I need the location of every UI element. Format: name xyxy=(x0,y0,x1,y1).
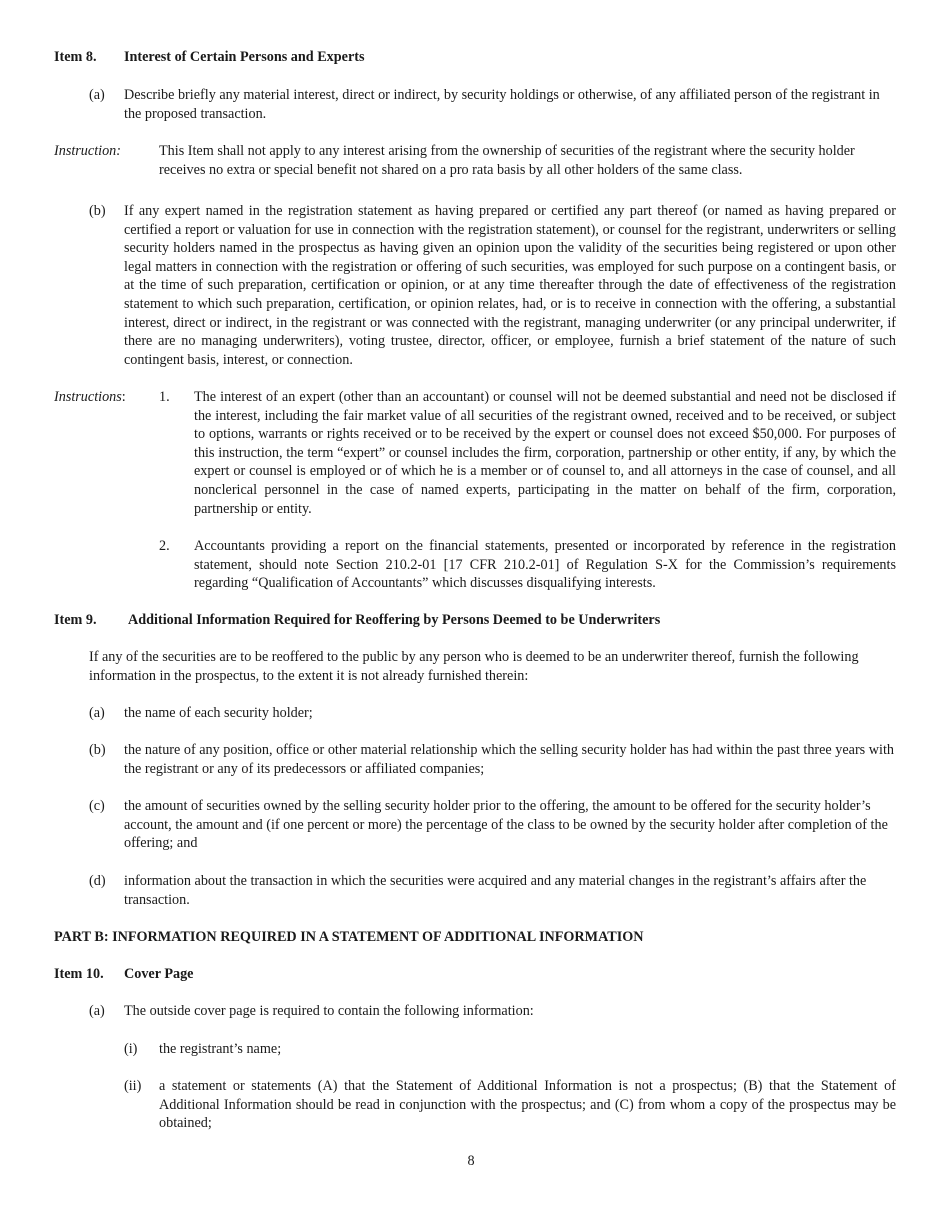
item9-b-label: (b) xyxy=(89,742,106,758)
item10-ii-label: (ii) xyxy=(124,1078,142,1094)
item9-d-text: information about the transaction in which the securities were acquired and any material changes in the registrant’s affairs after the transaction. xyxy=(124,873,867,908)
part-b-heading: PART B: INFORMATION REQUIRED IN A STATEMENT OF ADDITIONAL INFORMATION xyxy=(54,929,644,945)
item9-c-label: (c) xyxy=(89,798,105,814)
instruction-label: Instruction: xyxy=(54,143,121,159)
item9-a-label: (a) xyxy=(89,705,105,721)
item8-a-label: (a) xyxy=(89,87,105,103)
item8-a-text: Describe briefly any material interest, direct or indirect, by security holdings or otherwise, of any affiliated person of the registrant in the proposed transaction. xyxy=(124,87,880,122)
item9-title: Additional Information Required for Reoffering by Persons Deemed to be Underwriters xyxy=(128,612,661,628)
item10-number: Item 10. xyxy=(54,966,104,982)
item8-b-text: If any expert named in the registration statement as having prepared or certified any part thereof (or named as having prepared or certified a report or valuation for use in connection with the registration statement), or counsel for the registrant, underwriters or selling security holders named in the prospectus as having given an opinion upon the validity of the securities being registered or upon other legal matters in connection with the registration or offering of such securities, was employed for such purpose on a contingent basis, or at the time of such preparation, certification or opinion, or at any time thereafter through the date of effectiveness of the registration statement to which such preparation, certification, or opinion relates, had, or is to receive in connection with the offering, a substantial interest, direct or indirect, in the registrant or was connected with the registrant, managing underwriter (or any principal underwriter, if there are no managing underwriters), voting trustee, director, officer, or employee, furnish a brief statement of the nature of such contingent basis, interest, or connection. xyxy=(124,203,896,368)
item10-title: Cover Page xyxy=(124,966,194,982)
item10-ii-text: a statement or statements (A) that the Statement of Additional Information is not a prospectus; (B) that the Statement of Additional Information should be read in conjunction with the prospectus; and (C) from whom a copy of the prospectus may be obtained; xyxy=(159,1078,896,1132)
item8-b-label: (b) xyxy=(89,203,106,219)
page-number: 8 xyxy=(467,1153,475,1169)
item9-c-text: the amount of securities owned by the selling security holder prior to the offering, the amount to be offered for the security holder’s account, the amount and (if one percent or more) the percentage of the class to be owned by the security holder after completion of the offering; and xyxy=(124,798,888,852)
item8-number: Item 8. xyxy=(54,49,97,65)
instructions-text-2: Accountants providing a report on the financial statements, presented or incorporated by reference in the registration statement, should note Section 210.2-01 [17 CFR 210.2-01] of Regulation S-X for the Commission’s requirements regarding “Qualification of Accountants” which discusses disqualifying interests. xyxy=(194,538,896,592)
item9-intro: If any of the securities are to be reoffered to the public by any person who is deemed to be an underwriter thereof, furnish the following information in the prospectus, to the extent it is not already furnished therein: xyxy=(89,649,859,684)
instructions-text-1: The interest of an expert (other than an accountant) or counsel will not be deemed substantial and need not be disclosed if the interest, including the fair market value of all securities of the registrant owned, received and to be received, or subject to options, warrants or rights received or to be received by the expert or counsel does not exceed $50,000. For purposes of this instruction, the term “expert” or counsel includes the firm, corporation, partnership or other entity, if any, by which the expert or counsel is employed or of which he is a member or of counsel to, and all attorneys in the case of counsel, and all nonclerical personnel in the case of named experts, participating in the matter on behalf of the firm, corporation, partnership or entity. xyxy=(194,389,896,517)
item10-a-label: (a) xyxy=(89,1003,105,1019)
item10-a-text: The outside cover page is required to contain the following information: xyxy=(124,1003,534,1019)
item9-d-label: (d) xyxy=(89,873,106,889)
item10-i-label: (i) xyxy=(124,1041,138,1057)
item9-number: Item 9. xyxy=(54,612,97,628)
item10-i-text: the registrant’s name; xyxy=(159,1041,282,1057)
item8-title: Interest of Certain Persons and Experts xyxy=(124,49,365,65)
instructions-label: Instructions: xyxy=(54,389,126,405)
instruction-text: This Item shall not apply to any interest arising from the ownership of securities of the registrant where the security holder receives no extra or special benefit not shared on a pro rata basis by all other holders of the same class. xyxy=(159,143,855,178)
instructions-num-2: 2. xyxy=(159,538,170,554)
instructions-num-1: 1. xyxy=(159,389,170,405)
item9-b-text: the nature of any position, office or other material relationship which the selling security holder has had within the past three years with the registrant or any of its predecessors or affiliated companies; xyxy=(124,742,894,777)
item9-a-text: the name of each security holder; xyxy=(124,705,313,721)
